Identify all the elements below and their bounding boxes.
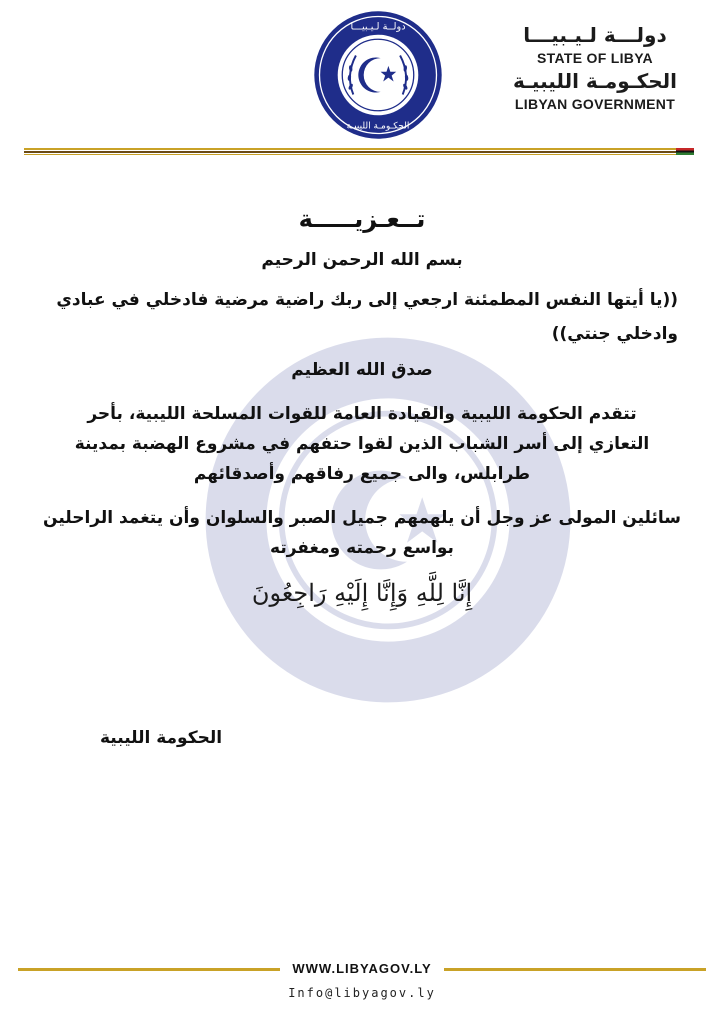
- condolence-letter: [40, 205, 684, 607]
- verse-line-2: وادخلي جنتي)): [551, 324, 678, 344]
- seal-top-text: دولــة لـيـبيـــا: [350, 21, 406, 33]
- footer: [0, 958, 724, 1000]
- libya-government-seal-icon: [313, 10, 443, 140]
- letter-title: تــعـزيـــــة: [298, 205, 426, 233]
- brand-block: [500, 22, 690, 114]
- arabic-state-name: دولـــة لـيـبيـــا: [523, 23, 667, 47]
- basmala: بسم الله الرحمن الرحيم: [261, 250, 463, 270]
- body-line-1: تتقدم الحكومة الليبية والقيادة العامة للقوات المسلحة الليبية، بأحر: [87, 404, 637, 424]
- quran-verse: [40, 283, 684, 351]
- sadaqa-line: صدق الله العظيم: [291, 360, 433, 380]
- libya-flag-strip-icon: [676, 148, 694, 155]
- istirja-calligraphy: إِنَّا لِلَّهِ وَإِنَّا إِلَيْهِ رَاجِعُونَ: [251, 579, 473, 607]
- body-line-3: طرابلس، والى جميع رفاقهم وأصدقائهم: [193, 464, 531, 484]
- signature: الحكومة الليبية: [100, 728, 223, 748]
- english-state-name: STATE OF LIBYA: [537, 50, 653, 66]
- email-link[interactable]: Info@libyagov.ly: [288, 986, 436, 1000]
- body-line-2: التعازي إلى أسر الشباب الذين لقوا حتفهم في مشروع الهضبة بمدينة: [74, 434, 650, 454]
- prayer-line-1: سائلين المولى عز وجل أن يلهمهم جميل الصبر والسلوان وأن يتغمد الراحلين: [43, 508, 681, 528]
- header-divider: [24, 148, 694, 156]
- footer-divider-left: [18, 968, 280, 971]
- english-government-name: LIBYAN GOVERNMENT: [514, 96, 676, 112]
- footer-divider-right: [444, 968, 706, 971]
- website-link[interactable]: WWW.LIBYAGOV.LY: [292, 961, 432, 976]
- arabic-government-name: الحكـومـة الليبيـة: [512, 69, 678, 93]
- prayer-line-2: بواسع رحمته ومغفرته: [270, 538, 454, 558]
- seal-bottom-text: الحكـومـة الليبيـة: [346, 121, 410, 132]
- verse-line-1: ((يا أيتها النفس المطمئنة ارجعي إلى ربك راضية مرضية فادخلي في عبادي: [56, 290, 678, 310]
